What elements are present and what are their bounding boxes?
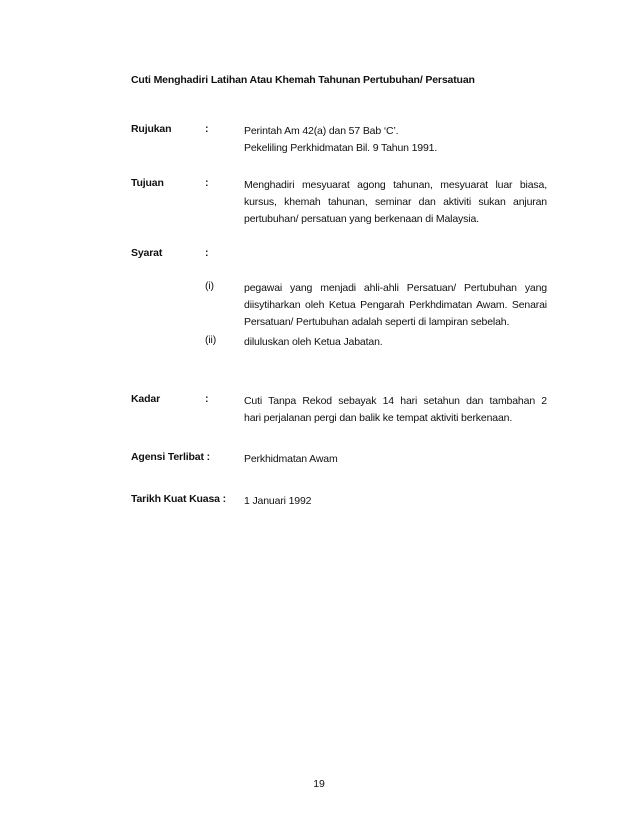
tujuan-value [244,177,547,228]
agensi-value [244,451,547,468]
kadar-line: Cuti Tanpa Rekod sebayak 14 hari setahun dan tambahan 2 [244,395,547,407]
agensi-label: Agensi Terlibat : [131,451,210,463]
rujukan-colon: : [205,123,209,135]
tujuan-line: pertubuhan/ persatuan yang berkenaan di Malaysia. [244,213,479,225]
tarikh-value-text: 1 Januari 1992 [244,495,312,507]
tujuan-colon: : [205,177,209,189]
tarikh-value [244,493,547,510]
syarat-item-text [244,280,547,331]
kadar-label: Kadar [131,393,161,405]
rujukan-line: Perintah Am 42(a) dan 57 Bab ‘C’. [244,125,399,137]
syarat-item-marker: (ii) [205,334,217,346]
page-number: 19 [313,778,325,790]
rujukan-label: Rujukan [131,123,172,135]
syarat-item-marker: (i) [205,280,214,292]
kadar-line: hari perjalanan pergi dan balik ke tempat aktiviti berkenaan. [244,412,513,424]
syarat-item-line: diisytiharkan oleh Ketua Pengarah Perkhdimatan Awam. Senarai [244,299,547,311]
syarat-item-text [244,334,547,351]
tujuan-line: Menghadiri mesyuarat agong tahunan, mesyuarat luar biasa, [244,179,547,191]
tarikh-label: Tarikh Kuat Kuasa : [131,493,226,505]
syarat-item-line: Persatuan/ Pertubuhan adalah seperti di lampiran sebelah. [244,316,510,328]
agensi-value-text: Perkhidmatan Awam [244,453,338,465]
tujuan-label: Tujuan [131,177,164,189]
syarat-item-line: diluluskan oleh Ketua Jabatan. [244,336,383,348]
kadar-colon: : [205,393,209,405]
syarat-label: Syarat [131,247,163,259]
document-title: Cuti Menghadiri Latihan Atau Khemah Tahunan Pertubuhan/ Persatuan [131,74,475,86]
syarat-item-line: pegawai yang menjadi ahli-ahli Persatuan/ Pertubuhan yang [244,282,547,294]
kadar-value [244,393,547,427]
rujukan-line: Pekeliling Perkhidmatan Bil. 9 Tahun 1991. [244,142,438,154]
rujukan-value [244,123,547,157]
syarat-colon: : [205,247,209,259]
tujuan-line: kursus, khemah tahunan, seminar dan aktiviti sukan anjuran [244,196,547,208]
